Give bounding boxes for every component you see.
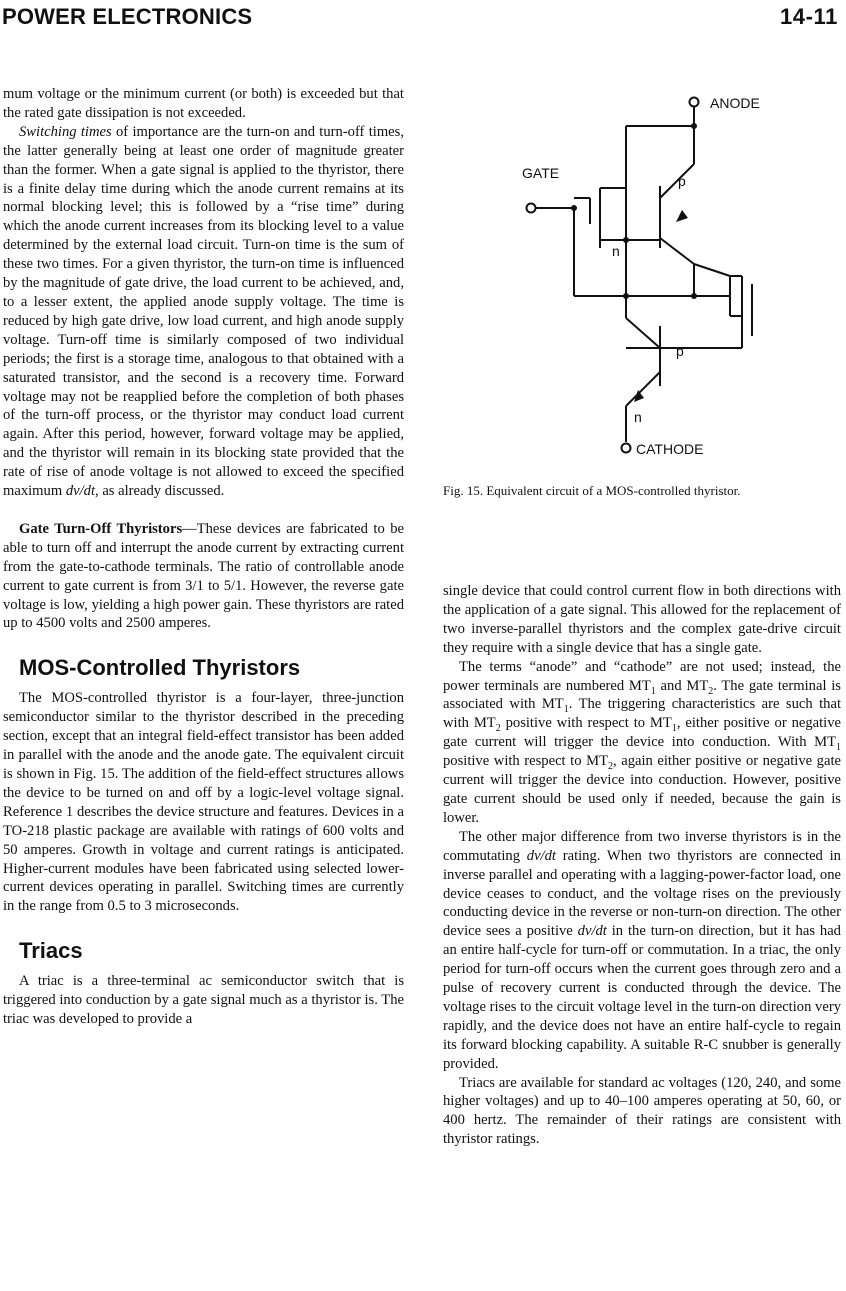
text: . The gate terminal is associated with MT [443, 677, 841, 713]
paragraph-triac: A triac is a three-terminal ac semiconductor switch that is triggered into conduction by a gate signal much as a thyristor is. The triac was developed to provide a [3, 973, 404, 1028]
figure-15 [430, 86, 840, 476]
text: The other major difference from two inverse thyristors is in the commutating [443, 828, 841, 864]
term-dvdt: dv/dt [526, 847, 556, 864]
paragraph-triac-continued: single device that could control current flow in both directions with the application of a gate signal. This allowed for the replacement of two inverse-parallel thyristors and the complex gate-drive circuit they require with a single device that has a single gate. [443, 583, 841, 656]
text: The terms “anode” and “cathode” are not used; instead, the power terminals are numbered MT [443, 658, 841, 694]
label-n-bot: n [634, 409, 642, 425]
label-p-top: p [678, 173, 686, 189]
paragraph-text: —These devices are fabricated to be able to turn off and interrupt the anode current by extracting current from the gate-to-cathode terminals. The ratio of controllable anode current to gate current is from 3/1 to 5/1. However, the reverse gate voltage is low, yielding a high power gain. These thyristors are rated up to 4500 volts and 2500 amperes. [3, 520, 404, 632]
sub: 2 [708, 685, 714, 697]
paragraph-text: of importance are the turn-on and turn-off times, the latter generally being at least one order of magnitude greater than the former. When a gate signal is applied to the thyristor, there is a finite delay time during which the anode current remains at its normal blocking level; this is followed by a “rise time” during which the anode current increases from its blocking level to a value determined by the external load circuit. Turn-on time is the sum of these two times. For a given thyristor, the turn-on time is influenced by the magnitude of gate drive, the load current to be achieved, and, to a lesser extent, the applied anode supply voltage. The time is reduced by high gate drive, low load current, and high anode supply voltage. Turn-off time is similarly composed of two individual periods; the first is a storage time, analogous to that obtained with a saturated transistor, and the second is a recovery time. Forward voltage may not be reapplied before the completion of both phases of the turn-off process, or the thyristor may conduct load current again. After this period, however, forward voltage may be applied, and the thyristor will remain in its blocking state provided that the rate of rise of anode voltage is not allowed to exceed the specified maximum [3, 123, 404, 500]
text: positive with respect to MT [500, 715, 672, 732]
section-heading-mct: MOS-Controlled Thyristors [19, 655, 301, 681]
sub: 2 [608, 761, 613, 773]
label-cathode: CATHODE [636, 441, 704, 457]
text: in the turn-on direction, but it has had an entire half-cycle for turn-off or commutation. In a triac, the only period for turn-off occurs when the current goes through zero and a pulse of recovery current is conducted through the device. The voltage rises to the circuit voltage level in the turn-on direction very rapidly, and the device does not have an entire half-cycle to regain its forward blocking capability. A suitable R-C snubber is generally provided. [443, 923, 841, 1072]
mos-controlled-thyristor-circuit [430, 86, 840, 476]
paragraph-gto [3, 520, 404, 633]
paragraph-mct: The MOS-controlled thyristor is a four-layer, three-junction semiconductor similar to the thyristor described in the preceding section, except that an integral field-effect transistor has been added in parallel with the anode and the anode gate. The equivalent circuit is shown in Fig. 15. The addition of the field-effect structures allows the device to be turned on and off by a logic-level voltage signal. Reference 1 describes the device structure and features. Devices in a TO-218 plastic package are available with ratings of 600 volts and 50 amperes. Growth in voltage and current ratings is anticipated. Higher-current modules have been fabricated using selected lower-current devices operating in parallel. Switching times are currently in the range from 0.5 to 3 microseconds. [3, 690, 404, 915]
page-number: 14-11 [779, 4, 838, 29]
sub: 1 [836, 742, 841, 754]
sub: 1 [563, 704, 569, 716]
label-p-low: p [676, 343, 684, 359]
term-dvdt: dv/dt [577, 923, 607, 940]
right-column [443, 582, 841, 1149]
runin-heading-gto: Gate Turn-Off Thyristors [19, 520, 183, 537]
sub: 1 [650, 685, 656, 697]
left-column [3, 85, 404, 1029]
text: , again either positive or negative gate current will trigger the device into conduction. However, positive gate current should be used only if needed, because the gain is lower. [443, 753, 841, 826]
paragraph-text-end: , as already discussed. [95, 483, 225, 500]
section-title: POWER ELECTRONICS [2, 4, 253, 29]
label-n-mid: n [612, 243, 620, 259]
label-anode: ANODE [710, 95, 760, 111]
text: positive with respect to MT [443, 753, 608, 770]
figure-caption: Fig. 15. Equivalent circuit of a MOS-controlled thyristor. [443, 483, 741, 498]
text: rating. When two thyristors are connected in inverse parallel and operating with a lagging-power-factor load, one device ceases to conduct, and the voltage rises on the previously conducting device in the reverse or non-turn-on direction. The other device sees a positive [443, 847, 841, 940]
paragraph-ratings: Triacs are available for standard ac voltages (120, 240, and some higher voltages) and up to 40–100 amperes operating at 50, 60, or 400 hertz. The remainder of their ratings are consistent with thyristor ratings. [443, 1074, 841, 1148]
sub: 1 [671, 723, 677, 735]
paragraph-commutating [443, 828, 841, 1074]
text: , either positive or negative gate current will trigger the device into conduction. With MT [443, 715, 842, 751]
running-header [0, 0, 846, 34]
text: . The triggering characteristics are such that with MT [443, 696, 842, 732]
paragraph-terminals [443, 658, 841, 828]
label-gate: GATE [522, 165, 560, 181]
term-dvdt: dv/dt [65, 483, 96, 500]
paragraph-continued: mum voltage or the minimum current (or both) is exceeded but that the rated gate dissipation is not exceeded. [3, 86, 404, 121]
section-heading-triacs: Triacs [19, 938, 83, 964]
term-switching-times: Switching times [19, 123, 112, 140]
text: and MT [655, 677, 709, 694]
paragraph-switching-times [3, 123, 404, 501]
sub: 2 [495, 723, 501, 735]
